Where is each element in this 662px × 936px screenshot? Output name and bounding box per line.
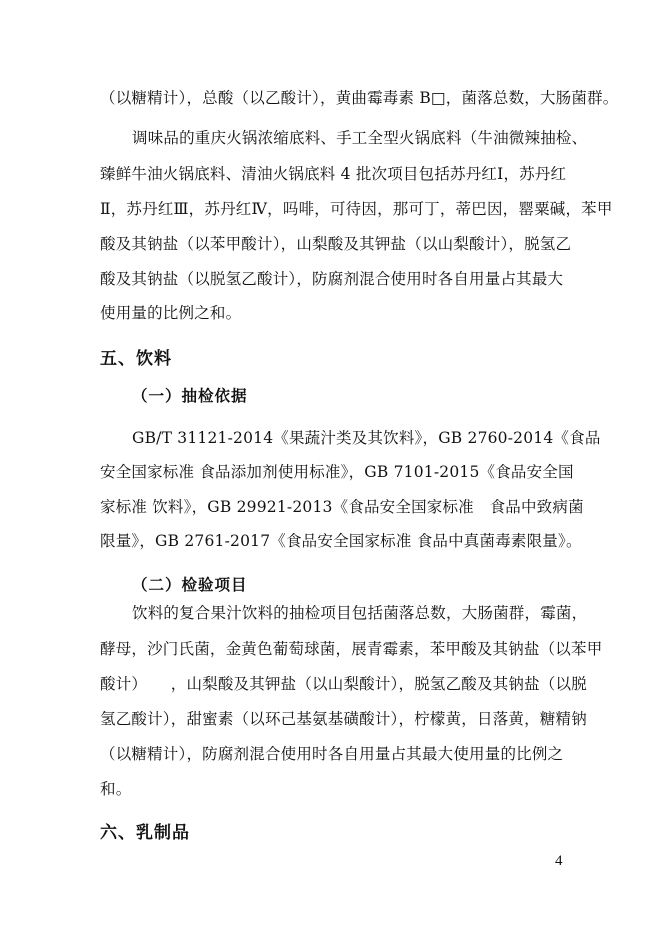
paragraph-line: 酸及其钠盐（以脱氢乙酸计），防腐剂混合使用时各自用量占其最大 — [100, 270, 564, 288]
paragraph-line: 调味品的重庆火锅浓缩底料、手工全型火锅底料（牛油微辣抽检、 — [132, 129, 588, 147]
paragraph-line: （以糖精计），总酸（以乙酸计），黄曲霉毒素 B□，菌落总数，大肠菌群。 — [100, 89, 619, 107]
paragraph-line: 酵母，沙门氏菌，金黄色葡萄球菌，展青霉素，苯甲酸及其钠盐（以苯甲 — [100, 640, 603, 658]
paragraph-line: 氢乙酸计），甜蜜素（以环己基氨基磺酸计），柠檬黄，日落黄，糖精钠 — [100, 710, 587, 728]
paragraph-line: 酸及其钠盐（以苯甲酸计），山梨酸及其钾盐（以山梨酸计），脱氢乙 — [100, 235, 572, 253]
paragraph-line: （以糖精计），防腐剂混合使用时各自用量占其最大使用量的比例之 — [100, 745, 564, 763]
paragraph-line: Ⅱ，苏丹红Ⅲ，苏丹红Ⅳ，吗啡，可待因，那可丁，蒂巴因，罂粟碱，苯甲 — [100, 200, 613, 218]
paragraph-line: GB/T 31121-2014《果蔬汁类及其饮料》，GB 2760-2014《食品 — [132, 429, 601, 447]
paragraph-line: 和。 — [100, 780, 132, 798]
paragraph-line: 饮料的复合果汁饮料的抽检项目包括菌落总数，大肠菌群，霉菌， — [132, 604, 588, 622]
paragraph-line: 安全国家标准 食品添加剂使用标准》，GB 7101-2015《食品安全国 — [100, 463, 574, 481]
paragraph-line: 限量》，GB 2761-2017《食品安全国家标准 食品中真菌毒素限量》。 — [100, 532, 582, 550]
subheading-test-items: （二）检验项目 — [132, 576, 248, 594]
section-heading-beverages: 五、饮料 — [100, 349, 172, 369]
paragraph-line: 酸计） ，山梨酸及其钾盐（以山梨酸计），脱氢乙酸及其钠盐（以脱 — [100, 675, 587, 693]
section-heading-dairy: 六、乳制品 — [100, 823, 190, 843]
paragraph-line: 家标准 饮料》，GB 29921-2013《食品安全国家标准 食品中致病菌 — [100, 498, 584, 516]
subheading-inspection-basis: （一）抽检依据 — [132, 387, 248, 405]
paragraph-line: 臻鲜牛油火锅底料、清油火锅底料 4 批次项目包括苏丹红Ⅰ，苏丹红 — [100, 165, 567, 183]
paragraph-line: 使用量的比例之和。 — [100, 304, 242, 322]
page-number: 4 — [555, 853, 563, 869]
